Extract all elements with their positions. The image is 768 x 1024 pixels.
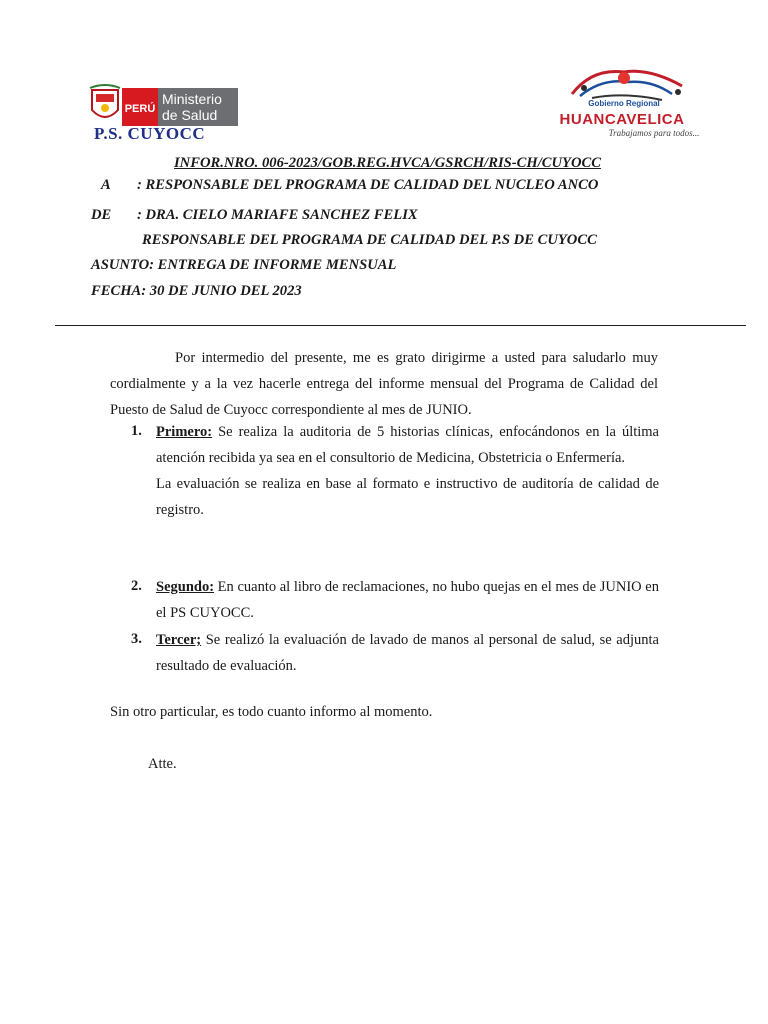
to-key: A: [101, 177, 111, 193]
item-text-1b: La evaluación se realiza en base al formato e instructivo de auditoría de calidad de registro.: [156, 476, 659, 518]
list-item-1: [156, 419, 659, 523]
header-divider: [55, 325, 746, 326]
facility-name: P.S. CUYOCC: [94, 124, 206, 143]
item-text-2: En cuanto al libro de reclamaciones, no hubo quejas en el mes de JUNIO en el PS CUYOCC.: [156, 579, 659, 621]
peru-coat-of-arms-icon: [90, 85, 120, 117]
list-item-3: [156, 627, 659, 679]
from-value: : DRA. CIELO MARIAFE SANCHEZ FELIX: [137, 207, 418, 223]
item-number-2: 2.: [131, 578, 142, 594]
region-name: HUANCAVELICA: [559, 111, 685, 128]
intro-paragraph: Por intermedio del presente, me es grato dirigirme a usted para saludarlo muy cordialmente y a la vez hacerle entrega del informe mensual del Programa de Calidad del Puesto de Salud de Cuyocc correspondiente al mes de JUNIO.: [110, 350, 658, 418]
memo-reference: INFOR.NRO. 006-2023/GOB.REG.HVCA/GSRCH/RIS-CH/CUYOCC: [174, 155, 601, 171]
memo-subject: ASUNTO: ENTREGA DE INFORME MENSUAL: [91, 257, 397, 273]
memo-date: FECHA: 30 DE JUNIO DEL 2023: [91, 283, 302, 299]
item-label-2: Segundo:: [156, 579, 215, 595]
item-label-3: Tercer;: [156, 632, 202, 648]
signoff: Atte.: [148, 756, 177, 772]
region-slogan: Trabajamos para todos...: [608, 128, 700, 138]
regional-emblem-icon: [572, 71, 682, 100]
closing-line: Sin otro particular, es todo cuanto informo al momento.: [110, 704, 433, 720]
item-text-1: Se realiza la auditoria de 5 historias clínicas, enfocándonos en la última atención recibida ya sea en el consultorio de Medicina, Obstetricia o Enfermería.: [156, 424, 659, 466]
ministry-line1: Ministerio: [162, 91, 222, 107]
from-role: RESPONSABLE DEL PROGRAMA DE CALIDAD DEL P.S DE CUYOCC: [142, 232, 597, 248]
item-number-3: 3.: [131, 631, 142, 647]
list-item-2: [156, 574, 659, 626]
from-key: DE: [91, 207, 112, 223]
item-label-1: Primero:: [156, 424, 213, 440]
to-value: : RESPONSABLE DEL PROGRAMA DE CALIDAD DEL NUCLEO ANCO: [137, 177, 599, 193]
huancavelica-logo: [532, 64, 712, 140]
item-number-1: 1.: [131, 423, 142, 439]
item-text-3: Se realizó la evaluación de lavado de manos al personal de salud, se adjunta resultado de evaluación.: [156, 632, 659, 674]
ministry-line2: de Salud: [162, 107, 218, 123]
peru-label: PERÚ: [124, 103, 156, 115]
regional-gov-label: Gobierno Regional: [588, 99, 660, 108]
